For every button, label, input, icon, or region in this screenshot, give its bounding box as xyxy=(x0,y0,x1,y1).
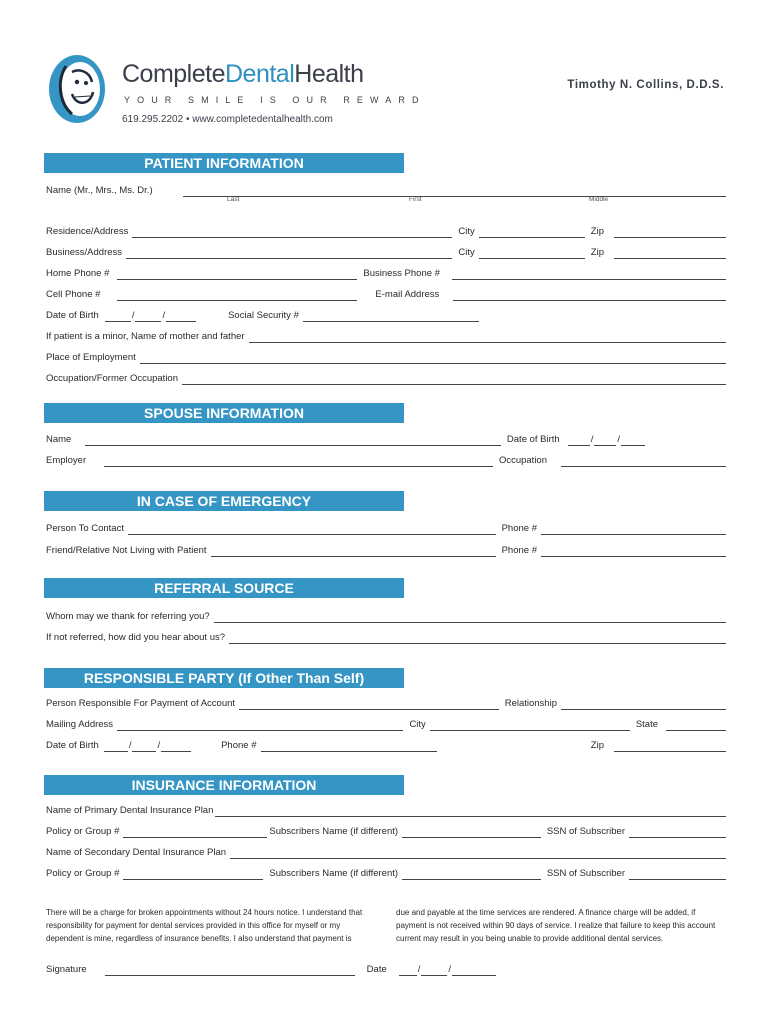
insurance-heading: INSURANCE INFORMATION xyxy=(44,775,404,795)
responsible-zip-label: Zip xyxy=(590,740,604,751)
minor-row xyxy=(46,329,726,343)
primary-subscriber-field[interactable] xyxy=(402,827,541,838)
occupation-row xyxy=(46,371,726,385)
sublabel-middle: Middle xyxy=(589,196,609,203)
friend-phone-label: Phone # xyxy=(501,545,537,556)
residence-city-field[interactable] xyxy=(479,227,585,238)
emergency-contact-field[interactable] xyxy=(128,524,496,535)
responsible-dob-field[interactable]: / / xyxy=(104,740,191,752)
secondary-plan-row xyxy=(46,845,726,859)
emergency-phone-label: Phone # xyxy=(501,523,537,534)
mailing-label: Mailing Address xyxy=(46,719,114,730)
primary-policy-row xyxy=(46,824,726,838)
spouse-name-field[interactable] xyxy=(85,435,501,446)
responsible-phone-field[interactable] xyxy=(261,741,437,752)
mailing-address-field[interactable] xyxy=(117,720,403,731)
residence-label: Residence/Address xyxy=(46,226,129,237)
business-city-label: City xyxy=(458,247,475,258)
email-field[interactable] xyxy=(453,290,726,301)
friend-label: Friend/Relative Not Living with Patient xyxy=(46,545,207,556)
primary-plan-field[interactable] xyxy=(215,806,726,817)
business-zip-label: Zip xyxy=(590,247,604,258)
residence-city-label: City xyxy=(458,226,475,237)
primary-ssn-label: SSN of Subscriber xyxy=(546,826,625,837)
emergency-phone-field[interactable] xyxy=(541,524,726,535)
terms-right: due and payable at the time services are rendered. A finance charge will be added, if payment is not received within 90 days of service. I realize that failure to keep this account current may result in you being unable to provide additional dental services. xyxy=(396,908,716,943)
signature-label: Signature xyxy=(46,964,87,975)
business-label: Business/Address xyxy=(46,247,123,258)
responsible-person-field[interactable] xyxy=(239,699,499,710)
secondary-plan-field[interactable] xyxy=(230,848,726,859)
secondary-subscriber-label: Subscribers Name (if different) xyxy=(269,868,399,879)
referral-how-row xyxy=(46,630,726,644)
secondary-subscriber-field[interactable] xyxy=(402,869,541,880)
responsible-party-heading: RESPONSIBLE PARTY (If Other Than Self) xyxy=(44,668,404,688)
primary-subscriber-label: Subscribers Name (if different) xyxy=(269,826,399,837)
primary-policy-field[interactable] xyxy=(123,827,267,838)
patient-name-label: Name (Mr., Mrs., Ms. Dr.) xyxy=(46,185,153,196)
referral-whom-row xyxy=(46,609,726,623)
residence-zip-label: Zip xyxy=(590,226,604,237)
responsible-phone-label: Phone # xyxy=(221,740,257,751)
relationship-label: Relationship xyxy=(504,698,557,709)
contact-info: 619.295.2202 • www.completedentalhealth.com xyxy=(122,114,333,125)
responsible-person-label: Person Responsible For Payment of Account xyxy=(46,698,236,709)
referral-heading: REFERRAL SOURCE xyxy=(44,578,404,598)
spouse-occupation-label: Occupation xyxy=(498,455,547,466)
business-phone-label: Business Phone # xyxy=(363,268,440,279)
spouse-employer-row xyxy=(46,453,726,467)
patient-info-heading: PATIENT INFORMATION xyxy=(44,153,404,173)
secondary-policy-label: Policy or Group # xyxy=(46,868,120,879)
referral-whom-field[interactable] xyxy=(214,612,726,623)
friend-phone-field[interactable] xyxy=(541,546,726,557)
spouse-info-heading: SPOUSE INFORMATION xyxy=(44,403,404,423)
emergency-contact-label: Person To Contact xyxy=(46,523,124,534)
home-phone-field[interactable] xyxy=(117,269,357,280)
primary-plan-label: Name of Primary Dental Insurance Plan xyxy=(46,805,214,816)
spouse-employer-field[interactable] xyxy=(104,456,493,467)
home-phone-label: Home Phone # xyxy=(46,268,110,279)
signature-date-field[interactable]: / / xyxy=(399,964,496,976)
spouse-employer-label: Employer xyxy=(46,455,87,466)
letterhead xyxy=(0,0,770,140)
mailing-row xyxy=(46,717,726,731)
patient-name-row xyxy=(46,183,726,197)
mailing-city-label: City xyxy=(409,719,426,730)
occupation-label: Occupation/Former Occupation xyxy=(46,373,179,384)
relationship-field[interactable] xyxy=(561,699,726,710)
spouse-dob-field[interactable]: / / xyxy=(568,434,645,446)
business-city-field[interactable] xyxy=(479,248,585,259)
state-field[interactable] xyxy=(666,720,726,731)
secondary-ssn-label: SSN of Subscriber xyxy=(546,868,625,879)
signature-row xyxy=(46,962,726,976)
patient-dob-field[interactable]: / / xyxy=(105,310,196,322)
primary-plan-row xyxy=(46,803,726,817)
dob-ssn-row xyxy=(46,308,726,322)
business-address-field[interactable] xyxy=(126,248,452,259)
friend-field[interactable] xyxy=(211,546,496,557)
state-label: State xyxy=(635,719,658,730)
secondary-plan-label: Name of Secondary Dental Insurance Plan xyxy=(46,847,227,858)
email-label: E-mail Address xyxy=(375,289,440,300)
business-zip-field[interactable] xyxy=(614,248,726,259)
minor-parents-field[interactable] xyxy=(249,332,726,343)
employment-label: Place of Employment xyxy=(46,352,136,363)
referral-how-field[interactable] xyxy=(229,633,726,644)
residence-address-field[interactable] xyxy=(132,227,452,238)
primary-ssn-field[interactable] xyxy=(629,827,726,838)
business-phone-field[interactable] xyxy=(452,269,726,280)
responsible-zip-field[interactable] xyxy=(614,741,726,752)
spouse-name-row xyxy=(46,432,726,446)
employment-field[interactable] xyxy=(140,353,726,364)
spouse-occupation-field[interactable] xyxy=(561,456,726,467)
responsible-dob-label: Date of Birth xyxy=(46,740,99,751)
emergency-heading: IN CASE OF EMERGENCY xyxy=(44,491,404,511)
cell-phone-field[interactable] xyxy=(117,290,357,301)
smiling-face-logo-icon xyxy=(46,52,108,126)
secondary-policy-row xyxy=(46,866,726,880)
spouse-name-label: Name xyxy=(46,434,72,445)
patient-dob-label: Date of Birth xyxy=(46,310,99,321)
occupation-field[interactable] xyxy=(182,374,726,385)
brand-tagline: YOUR SMILE IS OUR REWARD xyxy=(124,95,426,105)
terms-left: There will be a charge for broken appointments without 24 hours notice. I understand that responsibility for payment for dental services provided in this office for myself or my dependent is mine, regardless of insurance benefits. I also understand that payment is xyxy=(46,908,363,943)
referral-how-label: If not referred, how did you hear about us? xyxy=(46,632,226,643)
spouse-dob-label: Date of Birth xyxy=(506,434,560,445)
patient-name-field[interactable] xyxy=(183,186,726,197)
residence-zip-field[interactable] xyxy=(614,227,726,238)
referral-whom-label: Whom may we thank for referring you? xyxy=(46,611,210,622)
secondary-ssn-field[interactable] xyxy=(629,869,726,880)
responsible-dob-row xyxy=(46,738,726,752)
minor-label: If patient is a minor, Name of mother and father xyxy=(46,331,245,342)
residence-row xyxy=(46,224,726,238)
cell-email-row xyxy=(46,287,726,301)
employment-row xyxy=(46,350,726,364)
doctor-name: Timothy N. Collins, D.D.S. xyxy=(567,79,724,91)
emergency-contact-row xyxy=(46,521,726,535)
secondary-policy-field[interactable] xyxy=(123,869,263,880)
business-row xyxy=(46,245,726,259)
sublabel-last: Last xyxy=(227,196,240,203)
responsible-person-row xyxy=(46,696,726,710)
signature-field[interactable] xyxy=(105,965,355,976)
cell-phone-label: Cell Phone # xyxy=(46,289,101,300)
signature-date-label: Date xyxy=(366,964,387,975)
brand-name: CompleteDentalHealth xyxy=(122,60,364,88)
sublabel-first: First xyxy=(409,196,422,203)
ssn-label: Social Security # xyxy=(228,310,299,321)
mailing-city-field[interactable] xyxy=(430,720,630,731)
primary-policy-label: Policy or Group # xyxy=(46,826,120,837)
friend-row xyxy=(46,543,726,557)
phone-row xyxy=(46,266,726,280)
ssn-field[interactable] xyxy=(303,311,479,322)
